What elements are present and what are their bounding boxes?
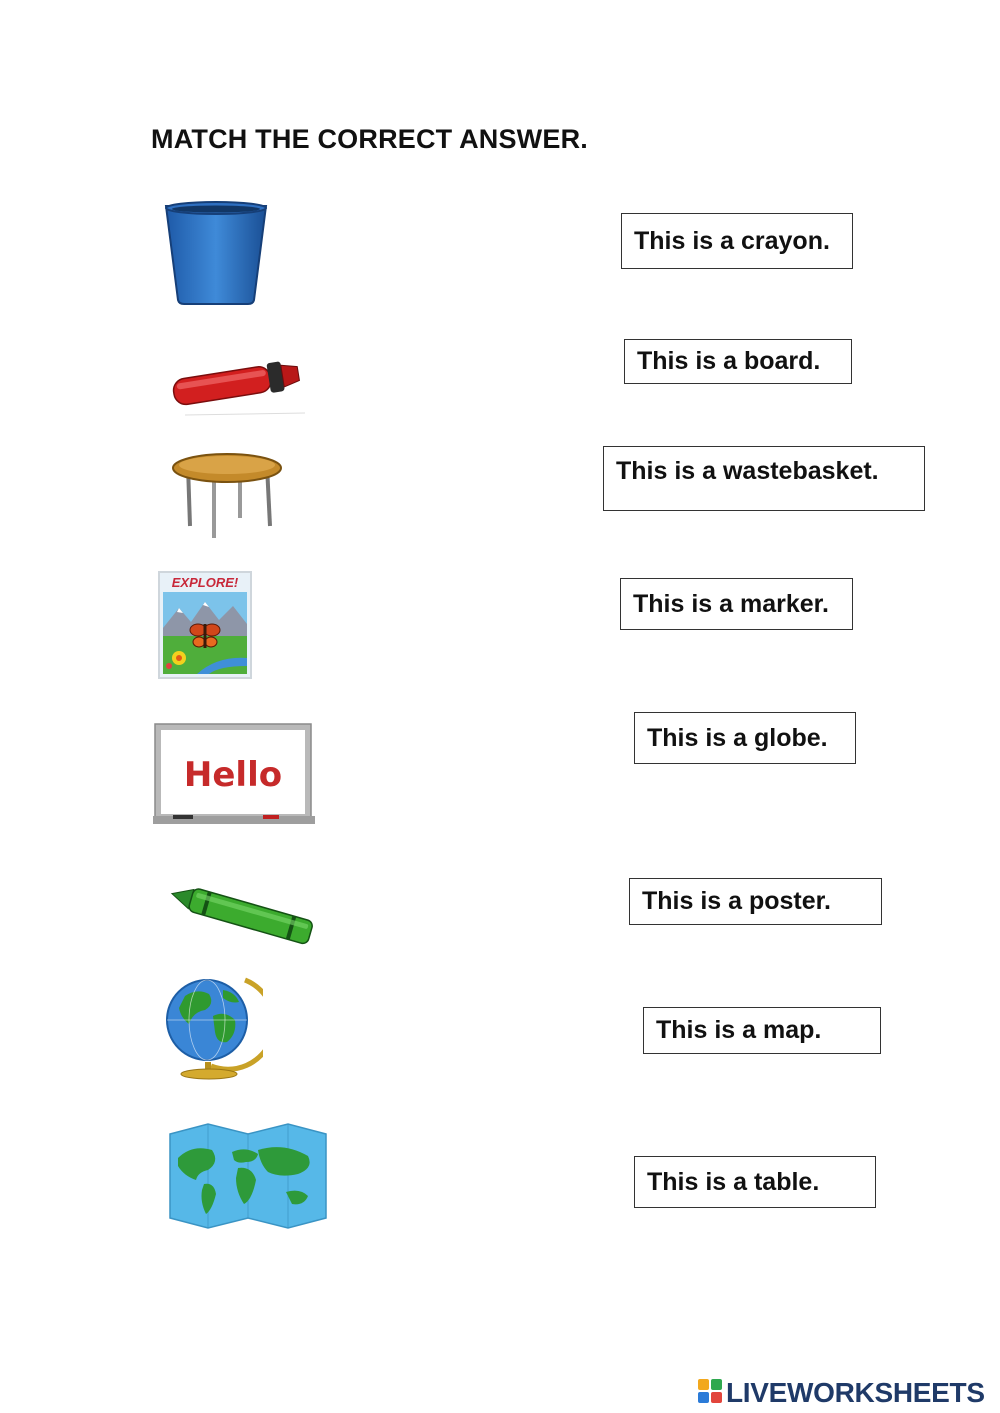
worksheet-title: MATCH THE CORRECT ANSWER. — [151, 124, 588, 154]
wastebasket-image — [160, 196, 272, 308]
answer-box[interactable]: This is a wastebasket. — [603, 446, 925, 511]
board-label: Hello — [183, 755, 283, 795]
answer-box[interactable]: This is a marker. — [620, 578, 853, 630]
answer-box[interactable]: This is a globe. — [634, 712, 856, 764]
crayon-image — [163, 880, 323, 948]
answer-box[interactable]: This is a table. — [634, 1156, 876, 1208]
liveworksheets-logo-icon — [697, 1378, 723, 1409]
globe-image — [163, 970, 263, 1082]
table-image — [170, 450, 285, 540]
board-image — [153, 722, 315, 826]
liveworksheets-brand — [697, 1377, 985, 1409]
answer-box[interactable]: This is a board. — [624, 339, 852, 384]
answer-box[interactable]: This is a map. — [643, 1007, 881, 1054]
brand-name: LIVEWORKSHEETS — [726, 1377, 985, 1408]
map-image — [168, 1122, 330, 1230]
poster-image — [157, 570, 253, 680]
answer-box[interactable]: This is a crayon. — [621, 213, 853, 269]
answer-box[interactable]: This is a poster. — [629, 878, 882, 925]
marker-image — [165, 345, 325, 420]
poster-label: EXPLORE! — [171, 575, 239, 590]
